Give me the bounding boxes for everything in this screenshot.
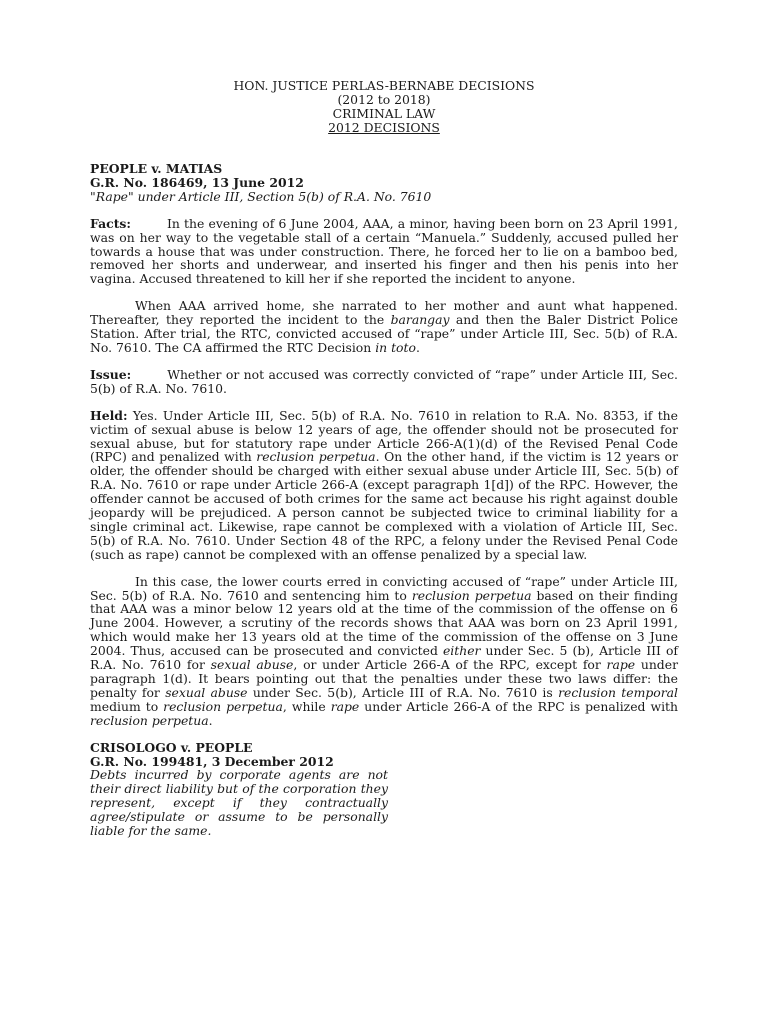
held-paragraph <box>90 409 678 562</box>
text-run: . On the other hand, if the victim is 12 years or older, the offender should be charged with either sexual abuse under Article III, Sec. 5(b) of R.A. No. 7610 or rape under Article 266-A (except paragraph 1[d]) of the RPC. However, the offender cannot be accused of both crimes for the same act because his right against double jeopardy will be prejudiced. A person cannot be subjected twice to criminal liability for a single criminal act. Likewise, rape cannot be complexed with a violation of Article III, Sec. 5(b) of R.A. No. 7610. Under Section 48 of the RPC, a felony under the Revised Penal Code (such as rape) cannot be complexed with an offense penalized by a special law. <box>90 449 679 562</box>
case-2-summary: Debts incurred by corporate agents are not their direct liability but of the corporation they represent, except if they contractually agree/stipulate or assume to be personally liable for the same. <box>90 767 388 839</box>
facts-paragraph <box>90 217 678 287</box>
section-heading: 2012 DECISIONS <box>328 119 440 135</box>
issue-text: Whether or not accused was correctly convicted of “rape” under Article III, Sec. 5(b) of R.A. No. 7610. <box>90 366 678 396</box>
case-subject: "Rape" under Article III, Section 5(b) of R.A. No. 7610 <box>90 188 432 204</box>
document-header <box>90 79 678 135</box>
italic-term: sexual abuse <box>165 684 248 700</box>
italic-term: sexual abuse <box>210 657 294 673</box>
italic-term: barangay <box>390 312 450 328</box>
italic-term: reclusion perpetua <box>90 712 209 728</box>
held-label: Held: <box>90 407 128 423</box>
italic-term: in toto <box>375 339 416 355</box>
facts-paragraph-2 <box>90 299 678 355</box>
text-run: and then the Baler District Police Station. After trial, the RTC, convicted accused of “rape” under Article III, Sec. 5(b) of R.A. No. 7610. The CA affirmed the RTC Decision <box>90 312 678 355</box>
document-body <box>90 162 678 838</box>
italic-term: reclusion perpetua <box>256 449 376 465</box>
issue-label: Issue: <box>90 366 132 382</box>
text-run: Yes. Under Article III, Sec. 5(b) of R.A. No. 7610 in relation to R.A. No. 8353, if the victim of sexual abuse is below 12 years of age, the offender should not be prosecuted for sexual abuse, but for statutory rape under Article 266-A(1)(d) of the Revised Penal Code (RPC) and penalized with <box>90 407 678 465</box>
text-run: under Sec. 5 (b), Article III of R.A. No. 7610 for <box>90 643 678 673</box>
text-run: based on their finding that AAA was a minor below 12 years old at the time of the commission of the offense on 6 June 2004. However, a scrutiny of the records shows that AAA was born on 23 April 1991, which would make her 13 years old at the time of the commission of the offense on 3 June 2004. Thus, accused can be prosecuted and convicted <box>90 587 678 659</box>
italic-term: reclusion perpetua <box>163 698 283 714</box>
header-title: HON. JUSTICE PERLAS-BERNABE DECISIONS <box>233 78 535 93</box>
text-run: . <box>208 712 213 728</box>
italic-term: reclusion temporal <box>558 684 679 700</box>
case-title: PEOPLE v. MATIAS <box>90 161 223 176</box>
text-run: , or under Article 266-A of the RPC, except for <box>293 657 607 673</box>
text-run: under Article 266-A of the RPC is penalized with <box>359 698 678 714</box>
facts-label: Facts: <box>90 215 131 231</box>
issue-paragraph <box>90 368 678 396</box>
text-run: In this case, the lower courts erred in convicting accused of “rape” under Article III, Sec. 5(b) of R.A. No. 7610 and sentencing him to <box>90 573 678 603</box>
header-years: (2012 to 2018) <box>337 91 431 107</box>
text-run: under paragraph 1(d). It bears pointing out that the penalties under these two laws differ: the penalty for <box>90 657 678 700</box>
text-run: When AAA arrived home, she narrated to her mother and aunt what happened. Thereafter, they reported the incident to the <box>90 298 678 328</box>
italic-term: rape <box>330 698 360 714</box>
text-run: under Sec. 5(b), Article III of R.A. No. 7610 is <box>247 684 559 700</box>
italic-term: either <box>442 643 481 659</box>
text-run: . <box>415 339 420 355</box>
italic-term: rape <box>606 657 636 673</box>
case-2-gr-number: G.R. No. 199481, 3 December 2012 <box>90 753 334 769</box>
text-run: medium to <box>90 698 164 714</box>
italic-term: reclusion perpetua <box>411 587 532 603</box>
case-2-title: CRISOLOGO v. PEOPLE <box>90 739 253 755</box>
case-gr-number: G.R. No. 186469, 13 June 2012 <box>90 174 304 190</box>
text-run: , while <box>282 698 331 714</box>
facts-text: In the evening of 6 June 2004, AAA, a minor, having been born on 23 April 1991, was on her way to the vegetable stall of a certain “Manuela.” Suddenly, accused pulled her towards a house that was under construction. There, he forced her to lie on a bamboo bed, removed her shorts and underwear, and inserted his finger and then his penis into her vagina. Accused threatened to kill her if she reported the incident to anyone. <box>90 215 678 287</box>
ruling-paragraph <box>90 575 678 728</box>
header-subject: CRIMINAL LAW <box>332 105 436 121</box>
